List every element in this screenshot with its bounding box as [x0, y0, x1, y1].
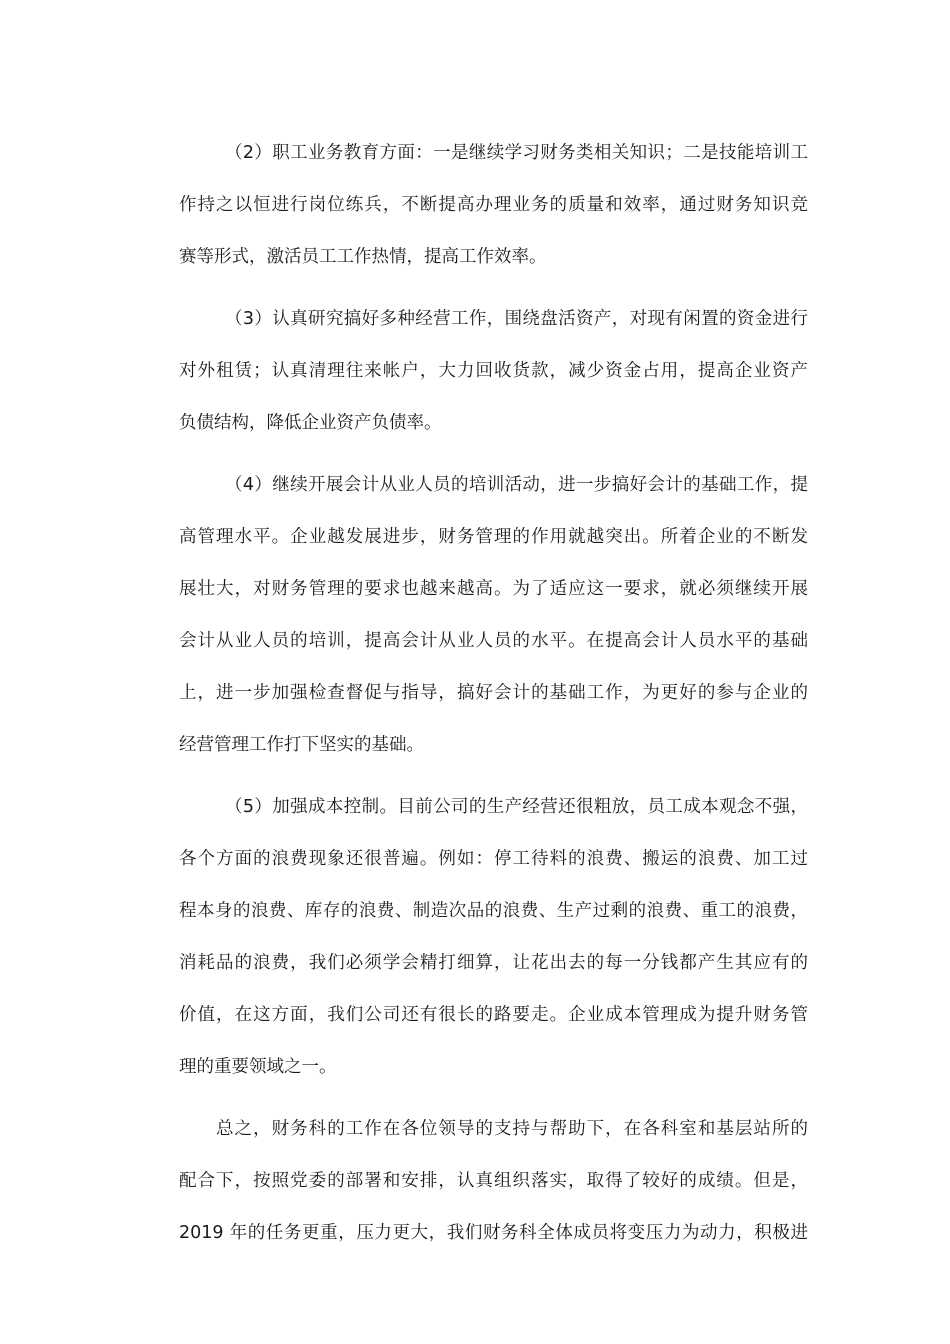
text-line: 会计从业人员的培训，提高会计从业人员的水平。在提高会计人员水平的基础	[179, 631, 808, 651]
text-line: 程本身的浪费、库存的浪费、制造次品的浪费、生产过剩的浪费、重工的浪费，	[179, 901, 808, 921]
text-line: （3）认真研究搞好多种经营工作，围绕盘活资产，对现有闲置的资金进行	[225, 309, 808, 329]
text-line: （5）加强成本控制。目前公司的生产经营还很粗放，员工成本观念不强，	[225, 797, 808, 817]
text-line: 上，进一步加强检查督促与指导，搞好会计的基础工作，为更好的参与企业的	[179, 683, 808, 703]
text-line: 展壮大，对财务管理的要求也越来越高。为了适应这一要求，就必须继续开展	[179, 579, 808, 599]
text-line: 理的重要领域之一。	[179, 1057, 337, 1077]
text-line: 对外租赁；认真清理往来帐户，大力回收货款，减少资金占用，提高企业资产	[179, 361, 808, 381]
text-line: 总之，财务科的工作在各位领导的支持与帮助下，在各科室和基层站所的	[216, 1119, 808, 1139]
text-line: （4）继续开展会计从业人员的培训活动，进一步搞好会计的基础工作，提	[225, 475, 808, 495]
document-body	[144, 127, 808, 1259]
text-line: 消耗品的浪费，我们必须学会精打细算，让花出去的每一分钱都产生其应有的	[179, 953, 808, 973]
text-line: 高管理水平。企业越发展进步，财务管理的作用就越突出。所着企业的不断发	[179, 527, 808, 547]
text-line: 经营管理工作打下坚实的基础。	[179, 735, 424, 755]
text-line: 价值，在这方面，我们公司还有很长的路要走。企业成本管理成为提升财务管	[179, 1005, 808, 1025]
paragraph-summary	[144, 1103, 808, 1259]
text-line: 2019 年的任务更重，压力更大，我们财务科全体成员将变压力为动力，积极进	[179, 1223, 808, 1243]
text-line: 作持之以恒进行岗位练兵，不断提高办理业务的质量和效率，通过财务知识竞	[179, 195, 808, 215]
paragraph-accountant-training	[144, 459, 808, 771]
paragraph-diversified-operations	[144, 293, 808, 449]
text-line: 各个方面的浪费现象还很普遍。例如：停工待料的浪费、搬运的浪费、加工过	[179, 849, 808, 869]
text-line: 赛等形式，激活员工工作热情，提高工作效率。	[179, 247, 547, 267]
text-line: （2）职工业务教育方面：一是继续学习财务类相关知识；二是技能培训工	[225, 143, 808, 163]
text-line: 配合下，按照党委的部署和安排，认真组织落实，取得了较好的成绩。但是，	[179, 1171, 808, 1191]
paragraph-staff-education	[144, 127, 808, 283]
paragraph-cost-control	[144, 781, 808, 1093]
text-line: 负债结构，降低企业资产负债率。	[179, 413, 442, 433]
